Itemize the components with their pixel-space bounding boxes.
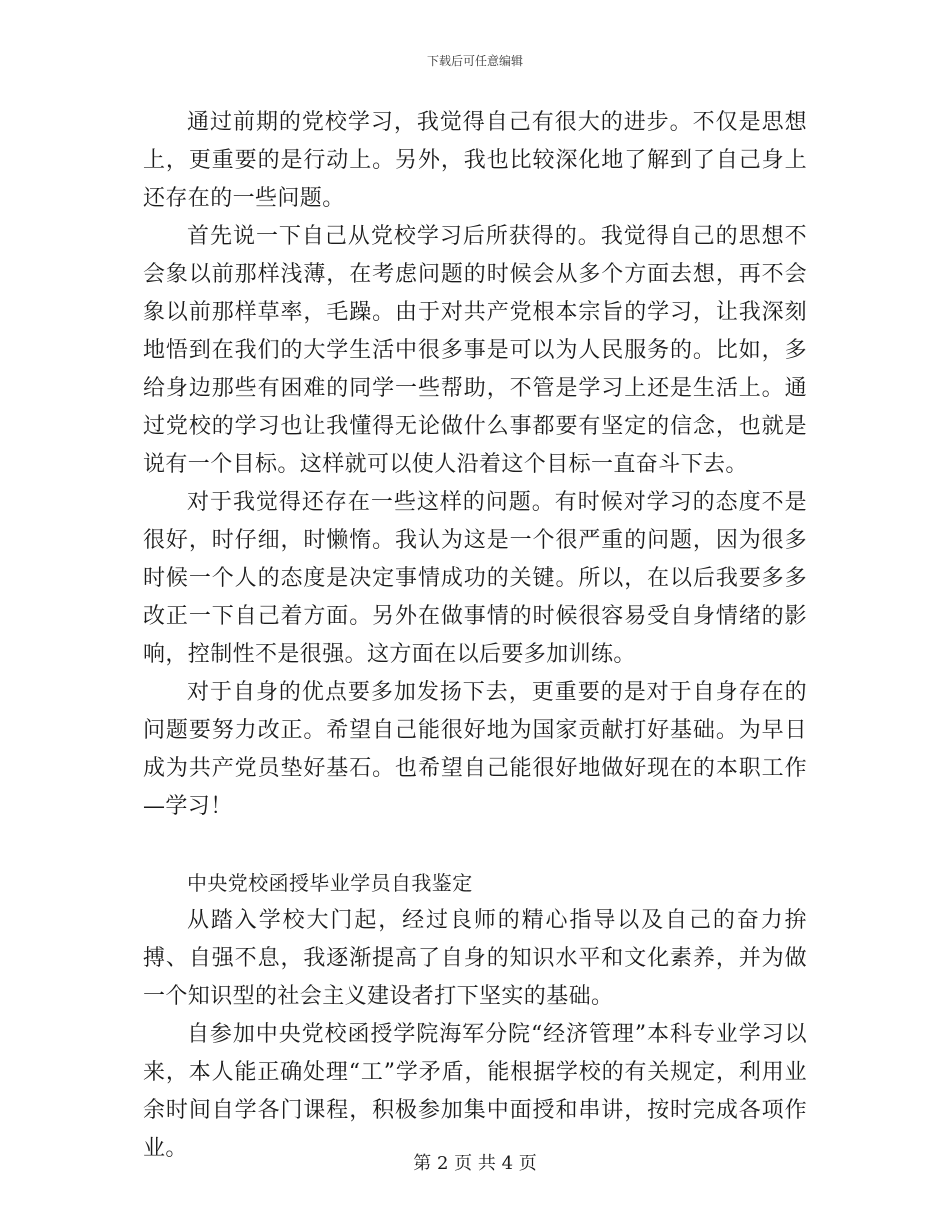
paragraph-problems: 对于我觉得还存在一些这样的问题。有时候对学习的态度不是很好，时仔细，时懒惰。我认为这是一个很严重的问题，因为很多时候一个人的态度是决定事情成功的关键。所以，在以后我要多多改正一下自己着方面。另外在做事情的时候很容易受自身情绪的影响，控制性不是很强。这方面在以后要多加训练。 — [143, 490, 807, 667]
paragraph-strengths: 对于自身的优点要多加发扬下去，更重要的是对于自身存在的问题要努力改正。希望自己能很好地为国家贡献打好基础。为早日成为共产党员垫好基石。也希望自己能很好地做好现在的本职工作—学习！ — [143, 680, 807, 819]
paragraph-gains: 首先说一下自己从党校学习后所获得的。我觉得自己的思想不会象以前那样浅薄，在考虑问题的时候会从多个方面去想，再不会象以前那样草率，毛躁。由于对共产党根本宗旨的学习，让我深刻地悟到在我们的大学生活中很多事是可以为人民服务的。比如，多给身边那些有困难的同学一些帮助，不管是学习上还是生活上。通过党校的学习也让我懂得无论做什么事都要有坚定的信念，也就是说有一个目标。这样就可以使人沿着这个目标一直奋斗下去。 — [143, 224, 807, 477]
paragraph-progress: 通过前期的党校学习，我觉得自己有很大的进步。不仅是思想上，更重要的是行动上。另外，我也比较深化地了解到了自己身上还存在的一些问题。 — [143, 110, 807, 211]
page-number: 第 2 页 共 4 页 — [413, 1153, 537, 1174]
paragraph-intro: 从踏入学校大门起，经过良师的精心指导以及自己的奋力拚搏、自强不息，我逐渐提高了自身的知识水平和文化素养，并为做一个知识型的社会主义建设者打下坚实的基础。 — [143, 908, 807, 1009]
section-title: 中央党校函授毕业学员自我鉴定 — [187, 871, 473, 895]
paragraph-spacer — [143, 826, 807, 864]
page-header: 下载后可任意编辑 — [426, 54, 523, 68]
paragraph-study: 自参加中央党校函授学院海军分院“经济管理”本科专业学习以来，本人能正确处理“工”学矛盾，能根据学校的有关规定，利用业余时间自学各门课程，积极参加集中面授和串讲，按时完成各项作业。 — [143, 1022, 807, 1161]
document-body — [143, 104, 807, 1168]
